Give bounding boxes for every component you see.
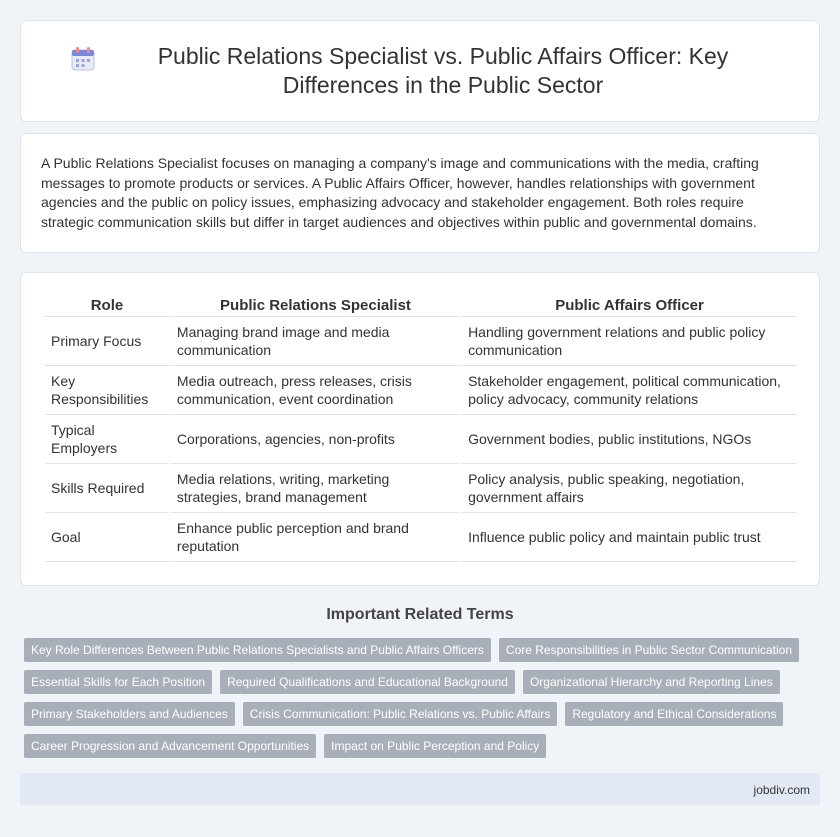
title-wrap	[70, 42, 770, 100]
intro-card	[20, 133, 820, 253]
column-header-pr-specialist: Public Relations Specialist	[171, 293, 460, 317]
table-row	[45, 366, 797, 415]
related-term-tag[interactable]: Primary Stakeholders and Audiences	[24, 702, 235, 726]
related-term-tag[interactable]: Essential Skills for Each Position	[24, 670, 212, 694]
related-terms-heading: Important Related Terms	[326, 606, 514, 623]
row-label: Key Responsibilities	[45, 366, 169, 415]
pr-cell: Managing brand image and media communication	[171, 317, 460, 366]
pr-cell: Media outreach, press releases, crisis communication, event coordination	[171, 366, 460, 415]
pa-cell: Stakeholder engagement, political communication, policy advocacy, community relations	[462, 366, 797, 415]
title-card	[20, 20, 820, 122]
related-term-tag[interactable]: Regulatory and Ethical Considerations	[565, 702, 783, 726]
pr-cell: Media relations, writing, marketing strategies, brand management	[171, 464, 460, 513]
column-header-pa-officer: Public Affairs Officer	[462, 293, 797, 317]
row-label: Skills Required	[45, 464, 169, 513]
pa-cell: Policy analysis, public speaking, negotiation, government affairs	[462, 464, 797, 513]
comparison-table	[43, 293, 799, 562]
table-row	[45, 317, 797, 366]
pr-cell: Corporations, agencies, non-profits	[171, 415, 460, 464]
column-header-role: Role	[45, 293, 169, 317]
calendar-icon	[70, 46, 96, 72]
related-term-tag[interactable]: Required Qualifications and Educational Background	[220, 670, 515, 694]
pa-cell: Government bodies, public institutions, NGOs	[462, 415, 797, 464]
related-term-tag[interactable]: Crisis Communication: Public Relations vs. Public Affairs	[243, 702, 558, 726]
pa-cell: Handling government relations and public policy communication	[462, 317, 797, 366]
row-label: Goal	[45, 513, 169, 562]
table-header-row	[45, 293, 797, 317]
table-row	[45, 415, 797, 464]
row-label: Typical Employers	[45, 415, 169, 464]
table-row	[45, 464, 797, 513]
comparison-table-card	[20, 272, 820, 586]
intro-paragraph: A Public Relations Specialist focuses on managing a company's image and communications with the media, crafting messages to promote products or services. A Public Affairs Officer, however, handles relationships with government agencies and the public on policy issues, emphasizing advocacy and stakeholder engagement. Both roles require strategic communication skills but differ in target audiences and objectives within public and governmental domains.	[41, 155, 759, 230]
pr-cell: Enhance public perception and brand reputation	[171, 513, 460, 562]
footer-site-link[interactable]: jobdiv.com	[753, 783, 810, 797]
page-title: Public Relations Specialist vs. Public Affairs Officer: Key Differences in the Public Sector	[157, 43, 729, 98]
related-terms-list	[24, 638, 824, 758]
footer	[20, 773, 820, 805]
related-term-tag[interactable]: Core Responsibilities in Public Sector Communication	[499, 638, 799, 662]
table-row	[45, 513, 797, 562]
related-term-tag[interactable]: Key Role Differences Between Public Relations Specialists and Public Affairs Officers	[24, 638, 491, 662]
related-term-tag[interactable]: Organizational Hierarchy and Reporting Lines	[523, 670, 780, 694]
pa-cell: Influence public policy and maintain public trust	[462, 513, 797, 562]
row-label: Primary Focus	[45, 317, 169, 366]
related-term-tag[interactable]: Career Progression and Advancement Opportunities	[24, 734, 316, 758]
related-term-tag[interactable]: Impact on Public Perception and Policy	[324, 734, 546, 758]
